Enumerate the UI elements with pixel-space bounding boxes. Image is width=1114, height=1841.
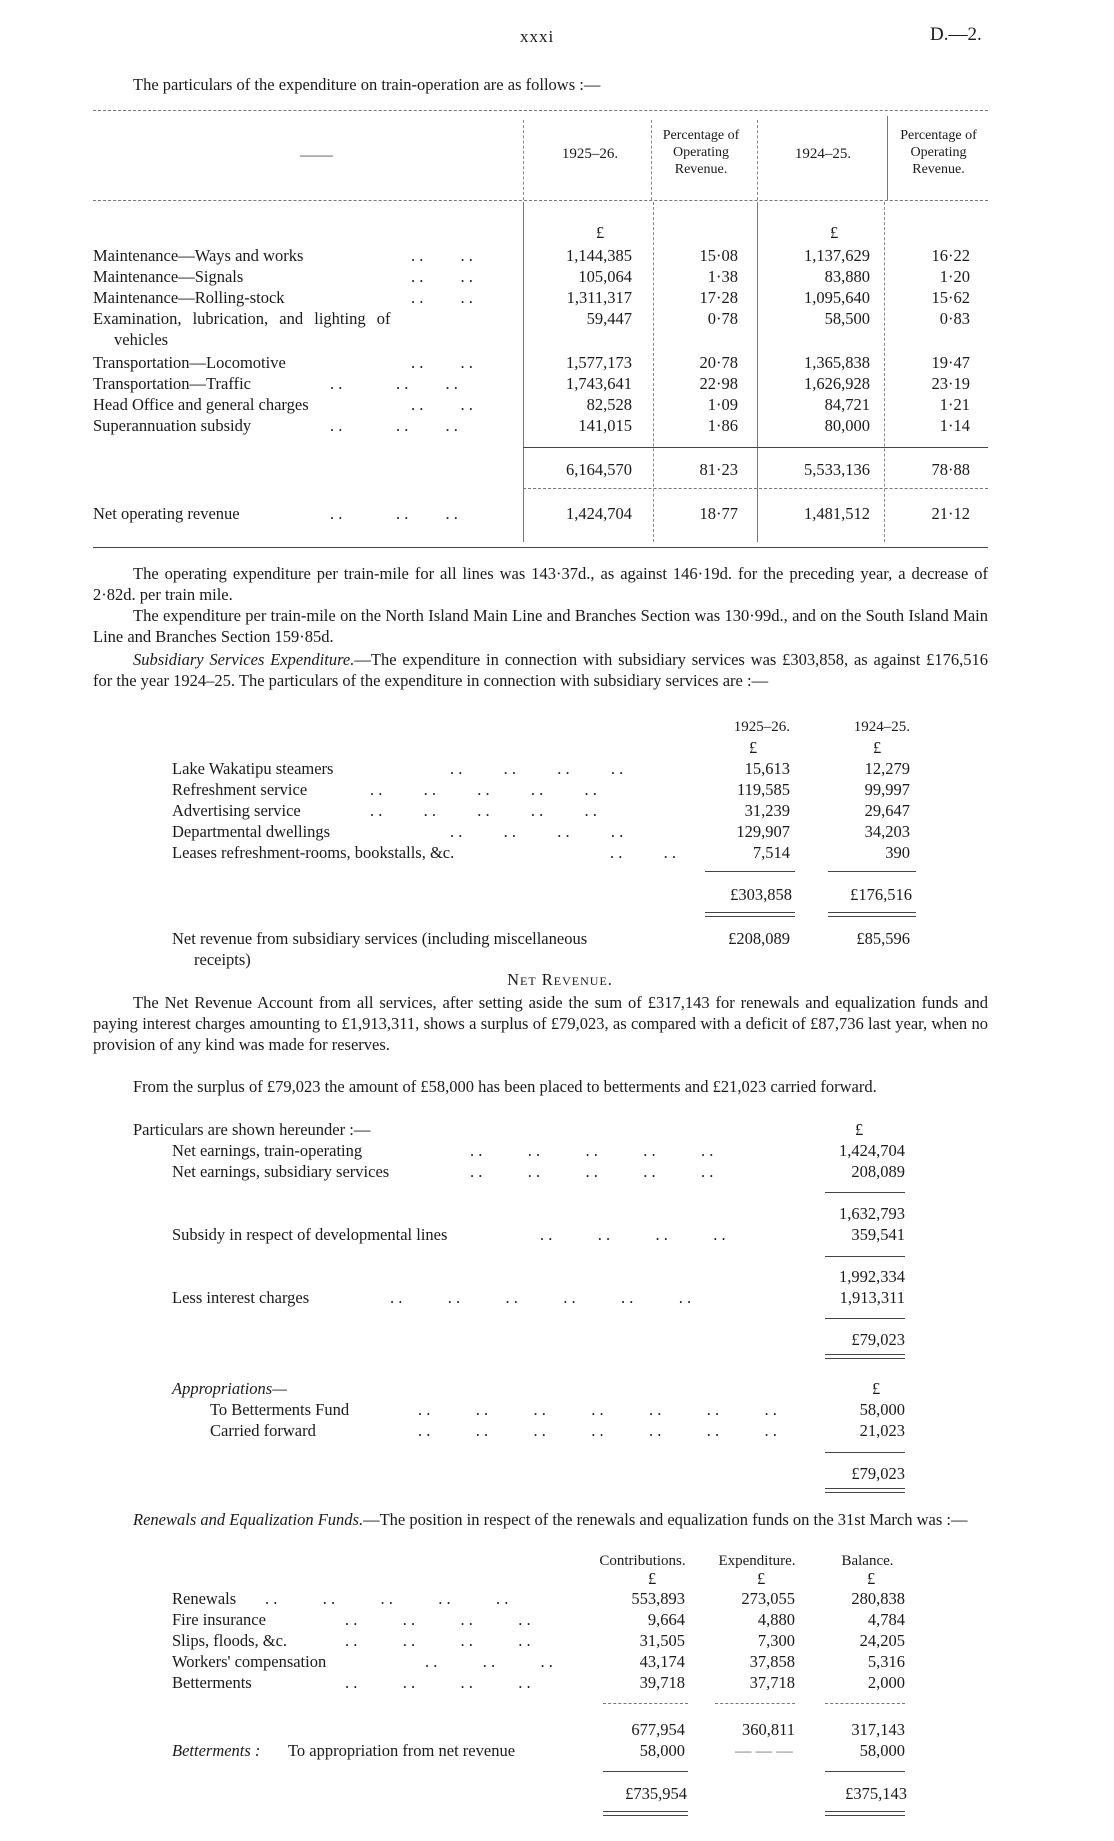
- renewals-heading: Renewals and Equalization Funds.: [133, 1510, 364, 1529]
- dot-leader: . . . . . . . .: [540, 1225, 726, 1244]
- row-label: Net earnings, subsidiary services: [172, 1162, 390, 1181]
- row-label: Transportation—Traffic: [93, 374, 251, 393]
- col-header-balance: Balance.: [841, 1553, 894, 1569]
- pct-1924: 0·83: [939, 309, 970, 328]
- col-header-1925: 1925–26.: [733, 719, 790, 735]
- expenditure: 273,055: [741, 1589, 795, 1608]
- total-expenditure: 360,811: [741, 1720, 795, 1739]
- value: 1,424,704: [839, 1141, 905, 1160]
- value-1924: 12,279: [864, 759, 910, 778]
- col-header-1924: 1924–25.: [794, 146, 852, 162]
- pct-1924: 1·14: [939, 416, 970, 435]
- dot-leader: . . . . . . . . . .: [370, 801, 597, 820]
- value-1925: 1,144,385: [566, 246, 632, 265]
- row-label: Carried forward: [210, 1421, 316, 1440]
- appropriations-total: £79,023: [851, 1464, 905, 1483]
- dot-leader: . . . . . . . .: [345, 1610, 531, 1629]
- betterments-label: Betterments :: [172, 1741, 261, 1760]
- balance: 2,000: [867, 1673, 905, 1692]
- balance: 4,784: [867, 1610, 905, 1629]
- pct-1924: 15·62: [931, 288, 970, 307]
- betterments-text: To appropriation from net revenue: [288, 1741, 516, 1760]
- value-1925: 1,311,317: [566, 288, 632, 307]
- dot-leader: . . . . . . . . . . . . . .: [418, 1421, 777, 1440]
- total-1924: £176,516: [850, 885, 912, 904]
- renewals-text: —The position in respect of the renewals and equalization funds on the 31st March was :—: [363, 1510, 968, 1529]
- balance: 280,838: [851, 1589, 905, 1608]
- contribution: 553,893: [631, 1589, 685, 1608]
- value-1925: 1,743,641: [566, 374, 632, 393]
- pct-1925: 1·09: [707, 395, 738, 414]
- row-label: Superannuation subsidy: [93, 416, 252, 435]
- contribution: 31,505: [639, 1631, 685, 1650]
- dot-leader: . . . . . .: [425, 1652, 553, 1671]
- currency-expenditure: £: [757, 1569, 766, 1588]
- row-label: To Betterments Fund: [210, 1400, 350, 1419]
- dot-leader: . . . . . . . . . .: [470, 1162, 714, 1181]
- net-1924: 1,481,512: [804, 504, 870, 523]
- currency-1925: £: [749, 738, 758, 757]
- surplus-value: £79,023: [851, 1330, 905, 1349]
- pct-1924: 19·47: [931, 353, 970, 372]
- row-label: Slips, floods, &c.: [172, 1631, 288, 1650]
- dot-leader: . . . . . . . .: [345, 1631, 531, 1650]
- betterments-balance: 58,000: [859, 1741, 905, 1760]
- pct-1924: 16·22: [931, 246, 970, 265]
- value-1924: 58,500: [824, 309, 870, 328]
- row-label: Maintenance—Signals: [93, 267, 244, 286]
- value: 1,913,311: [839, 1288, 905, 1307]
- currency-balance: £: [867, 1569, 876, 1588]
- value-1925: 15,613: [744, 759, 790, 778]
- pct-1924: 1·20: [939, 267, 970, 286]
- total-1924: 5,533,136: [804, 460, 870, 479]
- balance: 24,205: [859, 1631, 905, 1650]
- net-subsidiary-label: Net revenue from subsidiary services (including miscellaneous: [172, 929, 588, 948]
- subsidiary-text: —The expenditure in connection with subsidiary services was £303,858, as against £176,516 for the year 1924–25. The particulars of the expenditure in connection with subsidiary services are :—: [93, 650, 988, 690]
- pct-1925: 15·08: [699, 246, 738, 265]
- currency-1924: £: [873, 738, 882, 757]
- net-pct-1924: 21·12: [931, 504, 970, 523]
- currency-1924: £: [830, 223, 839, 242]
- grand-total-balance: £375,143: [845, 1784, 907, 1803]
- pct-1924: 23·19: [931, 374, 970, 393]
- row-label-continued: vehicles: [114, 330, 169, 349]
- net-subsidiary-1924: £85,596: [856, 929, 910, 948]
- dot-leader: . . . . . . . . . . . . . .: [418, 1400, 777, 1419]
- pct-1925: 17·28: [699, 288, 738, 307]
- dot-leader: . . . . . . . .: [345, 1673, 531, 1692]
- pct-1925: 22·98: [699, 374, 738, 393]
- dot-leader: . . . .: [411, 246, 473, 265]
- row-label: Advertising service: [172, 801, 301, 820]
- dot-leader: . . . . . . . .: [450, 822, 624, 841]
- value: 208,089: [851, 1162, 905, 1181]
- dot-leader: . . . . . . . . . . . .: [390, 1288, 692, 1307]
- row-label: Transportation—Locomotive: [93, 353, 286, 372]
- contribution: 39,718: [639, 1673, 685, 1692]
- row-label: Less interest charges: [172, 1288, 310, 1307]
- dot-leader: . . . . . .: [330, 504, 458, 523]
- expenditure-blank: — — —: [735, 1741, 793, 1760]
- value-1925: 119,585: [736, 780, 790, 799]
- pct-1925: 1·86: [707, 416, 738, 435]
- expenditure: 37,718: [749, 1673, 795, 1692]
- col-header-1924: 1924–25.: [853, 719, 910, 735]
- document-reference: D.—2.: [930, 24, 982, 45]
- net-1925: 1,424,704: [566, 504, 632, 523]
- contribution: 43,174: [639, 1652, 685, 1671]
- total-1925: £303,858: [730, 885, 792, 904]
- currency-symbol: £: [855, 1120, 864, 1139]
- value-1924: 1,365,838: [804, 353, 870, 372]
- row-label: Refreshment service: [172, 780, 308, 799]
- contribution: 9,664: [647, 1610, 685, 1629]
- north-south-paragraph: The expenditure per train-mile on the North Island Main Line and Branches Section was 130·99d., and on the South Island Main Line and Branches Section 159·85d.: [93, 606, 988, 646]
- value-1924: 80,000: [824, 416, 870, 435]
- subsidiary-paragraph: [93, 649, 988, 691]
- expenditure: 37,858: [749, 1652, 795, 1671]
- pct-1925: 1·38: [707, 267, 738, 286]
- col-header-pct-1925: Percentage of Operating Revenue.: [662, 128, 740, 177]
- label-column-header: ——: [300, 145, 333, 164]
- row-label: Head Office and general charges: [93, 395, 309, 414]
- train-mile-paragraph: The operating expenditure per train-mile for all lines was 143·37d., as against 146·19d. for the preceding year, a decrease of 2·82d. per train mile.: [93, 564, 988, 604]
- dot-leader: . . . .: [610, 843, 676, 862]
- row-label: Betterments: [172, 1673, 252, 1692]
- expenditure: 4,880: [757, 1610, 795, 1629]
- subtotal-value: 1,992,334: [839, 1267, 905, 1286]
- dot-leader: . . . . . . . .: [450, 759, 624, 778]
- value-1924: 84,721: [824, 395, 870, 414]
- row-label: Subsidy in respect of developmental lines: [172, 1225, 448, 1244]
- value-1924: 99,997: [864, 780, 910, 799]
- value-1924: 29,647: [864, 801, 910, 820]
- total-pct-1925: 81·23: [699, 460, 738, 479]
- dot-leader: . . . .: [411, 353, 473, 372]
- total-pct-1924: 78·88: [931, 460, 970, 479]
- grand-total-contributions: £735,954: [625, 1784, 687, 1803]
- currency-1925: £: [596, 223, 605, 242]
- dot-leader: . . . .: [411, 395, 473, 414]
- page-number: xxxi: [520, 27, 555, 46]
- value-1924: 1,137,629: [804, 246, 870, 265]
- pct-1924: 1·21: [939, 395, 970, 414]
- value: 359,541: [851, 1225, 905, 1244]
- dot-leader: . . . . . .: [330, 416, 458, 435]
- total-contributions: 677,954: [631, 1720, 685, 1739]
- balance: 5,316: [867, 1652, 905, 1671]
- expenditure: 7,300: [757, 1631, 795, 1650]
- currency-symbol: £: [872, 1379, 881, 1398]
- col-header-1925: 1925–26.: [561, 146, 619, 162]
- train-operation-intro: The particulars of the expenditure on train-operation are as follows :—: [133, 75, 601, 94]
- row-label: Leases refreshment-rooms, bookstalls, &c.: [172, 843, 455, 862]
- value: 21,023: [859, 1421, 905, 1440]
- row-label: Renewals: [172, 1589, 237, 1608]
- particulars-label: Particulars are shown hereunder :—: [133, 1120, 371, 1139]
- row-label: Net operating revenue: [93, 504, 240, 523]
- value-1924: 83,880: [824, 267, 870, 286]
- value-1925: 105,064: [578, 267, 632, 286]
- row-label: Fire insurance: [172, 1610, 266, 1629]
- dot-leader: . . . . . . . . . .: [470, 1141, 714, 1160]
- row-label: Maintenance—Rolling-stock: [93, 288, 285, 307]
- dot-leader: . . . .: [411, 267, 473, 286]
- net-pct-1925: 18·77: [699, 504, 738, 523]
- row-label: Departmental dwellings: [172, 822, 331, 841]
- value-1925: 1,577,173: [566, 353, 632, 372]
- net-subsidiary-1925: £208,089: [728, 929, 790, 948]
- row-label: Net earnings, train-operating: [172, 1141, 363, 1160]
- row-label: Maintenance—Ways and works: [93, 246, 304, 265]
- subsidiary-heading: Subsidiary Services Expenditure.: [133, 650, 355, 669]
- value-1925: 82,528: [586, 395, 632, 414]
- renewals-paragraph: [93, 1509, 988, 1530]
- value-1924: 390: [885, 843, 910, 862]
- total-1925: 6,164,570: [566, 460, 632, 479]
- row-label: Lake Wakatipu steamers: [172, 759, 334, 778]
- row-label: Examination, lubrication, and lighting of: [93, 309, 391, 328]
- value-1925: 31,239: [744, 801, 790, 820]
- value-1925: 59,447: [586, 309, 632, 328]
- net-subsidiary-label-continued: receipts): [194, 950, 251, 969]
- betterments-contribution: 58,000: [639, 1741, 685, 1760]
- value-1925: 141,015: [578, 416, 632, 435]
- total-balance: 317,143: [851, 1720, 905, 1739]
- value-1924: 34,203: [864, 822, 910, 841]
- col-header-pct-1924: Percentage of Operating Revenue.: [900, 128, 977, 177]
- col-header-expenditure: Expenditure.: [718, 1553, 796, 1569]
- value-1924: 1,626,928: [804, 374, 870, 393]
- value-1925: 129,907: [736, 822, 790, 841]
- dot-leader: . . . . . .: [330, 374, 458, 393]
- dot-leader: . . . . . . . . . .: [370, 780, 597, 799]
- dot-leader: . . . . . . . . . .: [265, 1589, 509, 1608]
- appropriations-label: Appropriations—: [172, 1379, 287, 1398]
- subtotal-value: 1,632,793: [839, 1204, 905, 1223]
- net-revenue-paragraph: The Net Revenue Account from all services, after setting aside the sum of £317,143 for renewals and equalization funds and paying interest charges amounting to £1,913,311, shows a surplus of £79,023, as compared with a deficit of £87,736 last year, when no provision of any kind was made for reserves.: [93, 993, 988, 1054]
- col-header-contributions: Contributions.: [599, 1553, 686, 1569]
- currency-contributions: £: [648, 1569, 657, 1588]
- dot-leader: . . . .: [411, 288, 473, 307]
- value-1924: 1,095,640: [804, 288, 870, 307]
- value: 58,000: [859, 1400, 905, 1419]
- value-1925: 7,514: [752, 843, 790, 862]
- pct-1925: 20·78: [699, 353, 738, 372]
- row-label: Workers' compensation: [172, 1652, 327, 1671]
- surplus-paragraph: From the surplus of £79,023 the amount of £58,000 has been placed to betterments and £21,023 carried forward.: [133, 1077, 877, 1096]
- net-revenue-heading: Net Revenue.: [507, 970, 613, 989]
- pct-1925: 0·78: [707, 309, 738, 328]
